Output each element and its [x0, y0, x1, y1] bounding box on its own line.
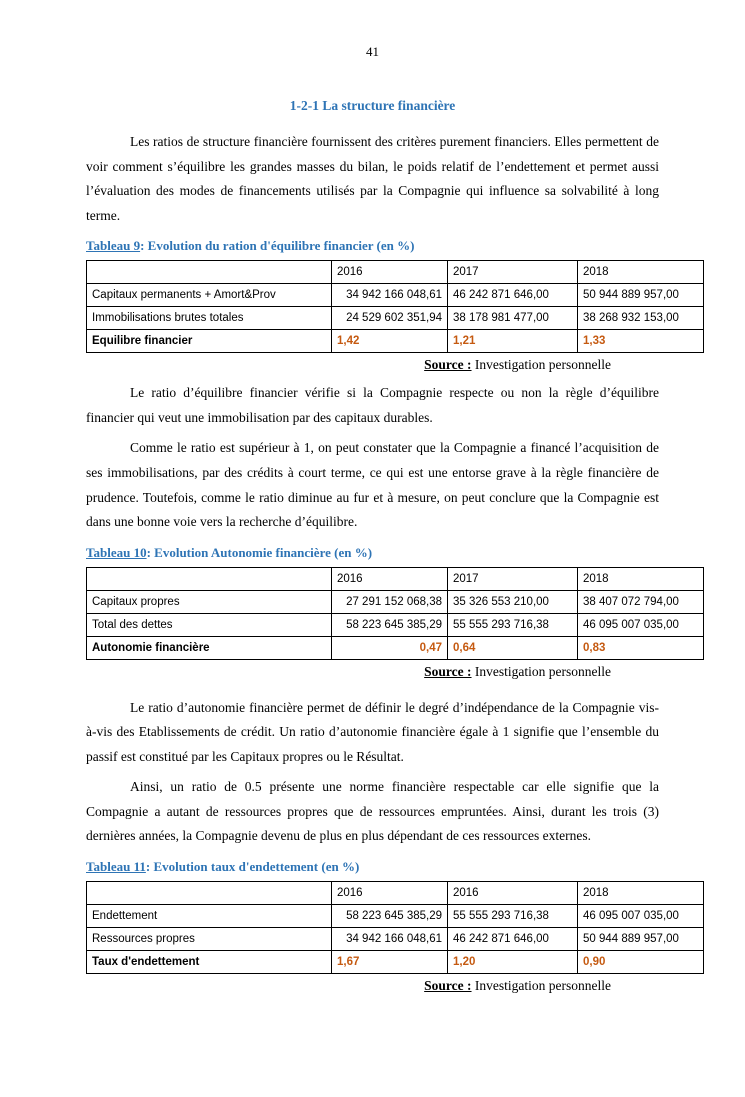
row-value: 35 326 553 210,00: [448, 590, 578, 613]
table-caption-9-text: : Evolution du ration d'équilibre financier (en %): [140, 238, 415, 254]
source-text: Investigation personnelle: [471, 978, 611, 993]
table-header-cell: [87, 261, 332, 284]
paragraph-equilibre-2: Comme le ratio est supérieur à 1, on peut constater que la Compagnie a financé l’acquisition de ses immobilisations, par des crédits à court terme, ce qui est une entorse grave à la règle financière de prudence. Toutefois, comme le ratio diminue au fur et à mesure, on peut conclure que la Compagnie est dans une bonne voie vers la recherche d’équilibre.: [86, 440, 659, 530]
row-value: 1,21: [448, 330, 578, 353]
table-header-row: [87, 567, 704, 590]
row-value: 46 242 871 646,00: [448, 284, 578, 307]
row-value: 0,47: [332, 636, 448, 659]
page-number: 41: [366, 44, 379, 59]
table-caption-9-number: Tableau 9: [86, 238, 141, 254]
row-value: 34 942 166 048,61: [332, 928, 448, 951]
row-label: Total des dettes: [87, 613, 332, 636]
row-value: 1,67: [332, 951, 448, 974]
table-taux-endettement: [86, 881, 704, 974]
row-value: 1,33: [578, 330, 704, 353]
table-header-cell: 2018: [578, 261, 704, 284]
table-header-cell: 2018: [578, 567, 704, 590]
page-content: [0, 98, 745, 994]
source-label: Source :: [424, 357, 472, 373]
table-row: [87, 307, 704, 330]
paragraph-autonomie-1: Le ratio d’autonomie financière permet de définir le degré d’indépendance de la Compagnie vis-à-vis des Etablissements de crédit. Un ratio d’autonomie financière égale à 1 signifie que l’ensemble du passif est constitué par les Capitaux propres ou le Résultat.: [86, 699, 659, 764]
row-value: 58 223 645 385,29: [332, 905, 448, 928]
table-header-cell: 2018: [578, 882, 704, 905]
row-label: Autonomie financière: [87, 636, 332, 659]
row-value: 24 529 602 351,94: [332, 307, 448, 330]
table-row: [87, 613, 704, 636]
row-label: Capitaux permanents + Amort&Prov: [87, 284, 332, 307]
row-label: Endettement: [87, 905, 332, 928]
table-row: [87, 905, 704, 928]
table-total-row: [87, 636, 704, 659]
table-header-cell: 2016: [332, 261, 448, 284]
row-value: 46 095 007 035,00: [578, 905, 704, 928]
table-total-row: [87, 330, 704, 353]
row-label: Equilibre financier: [87, 330, 332, 353]
row-value: 38 178 981 477,00: [448, 307, 578, 330]
row-label: Capitaux propres: [87, 590, 332, 613]
row-value: 38 268 932 153,00: [578, 307, 704, 330]
table-header-cell: 2016: [448, 882, 578, 905]
table-header-cell: 2016: [332, 882, 448, 905]
document-page: [0, 44, 745, 1097]
row-value: 1,42: [332, 330, 448, 353]
table-caption-10: [86, 545, 659, 561]
source-label: Source :: [424, 978, 472, 993]
table-source-11: [86, 978, 659, 994]
row-value: 0,83: [578, 636, 704, 659]
row-value: 50 944 889 957,00: [578, 284, 704, 307]
row-value: 50 944 889 957,00: [578, 928, 704, 951]
row-value: 0,64: [448, 636, 578, 659]
table-caption-10-number: Tableau 10: [86, 544, 147, 560]
row-value: 55 555 293 716,38: [448, 613, 578, 636]
paragraph-autonomie-2: Ainsi, un ratio de 0.5 présente une norme financière respectable car elle signifie que la Compagnie a autant de ressources propres que de ressources empruntées. Ainsi, durant les trois (3) dernières années, la Compagnie devenu de plus en plus dépendant de ces ressources externes.: [86, 779, 659, 844]
row-value: 38 407 072 794,00: [578, 590, 704, 613]
row-value: 34 942 166 048,61: [332, 284, 448, 307]
table-autonomie-financiere: [86, 567, 704, 660]
section-title: 1-2-1 La structure financière: [289, 98, 456, 113]
table-header-cell: [87, 882, 332, 905]
table-equilibre-financier: [86, 260, 704, 353]
table-caption-11-text: : Evolution taux d'endettement (en %): [145, 859, 360, 874]
source-label: Source :: [424, 663, 472, 679]
source-text: Investigation personnelle: [471, 357, 611, 373]
row-value: 58 223 645 385,29: [332, 613, 448, 636]
row-label: Taux d'endettement: [87, 951, 332, 974]
row-value: 27 291 152 068,38: [332, 590, 448, 613]
table-header-cell: [87, 567, 332, 590]
table-header-cell: 2017: [448, 567, 578, 590]
source-text: Investigation personnelle: [471, 663, 611, 679]
table-source-9: [86, 357, 659, 373]
row-label: Ressources propres: [87, 928, 332, 951]
table-caption-11-number: Tableau 11: [86, 859, 146, 874]
table-row: [87, 284, 704, 307]
row-value: 1,20: [448, 951, 578, 974]
row-value: 0,90: [578, 951, 704, 974]
table-header-cell: 2016: [332, 567, 448, 590]
table-caption-11: [86, 859, 659, 875]
table-caption-10-text: : Evolution Autonomie financière (en %): [146, 544, 373, 560]
table-row: [87, 590, 704, 613]
row-value: 46 242 871 646,00: [448, 928, 578, 951]
paragraph-intro: Les ratios de structure financière fournissent des critères purement financiers. Elles permettent de voir comment s’équilibre les grandes masses du bilan, le poids relatif de l’endettement et permet aussi l’évaluation des modes de financements utilisés par la Compagnie qui influence sa solvabilité à long terme.: [86, 134, 659, 223]
paragraph-equilibre-1: Le ratio d’équilibre financier vérifie si la Compagnie respecte ou non la règle d’équilibre financier qui veut une immobilisation par des capitaux durables.: [86, 385, 659, 425]
table-caption-9: [86, 238, 659, 254]
table-row: [87, 928, 704, 951]
table-total-row: [87, 951, 704, 974]
table-header-cell: 2017: [448, 261, 578, 284]
row-value: 55 555 293 716,38: [448, 905, 578, 928]
row-label: Immobilisations brutes totales: [87, 307, 332, 330]
table-header-row: [87, 882, 704, 905]
row-value: 46 095 007 035,00: [578, 613, 704, 636]
table-header-row: [87, 261, 704, 284]
table-source-10: [86, 664, 659, 680]
spacer: [86, 688, 659, 696]
